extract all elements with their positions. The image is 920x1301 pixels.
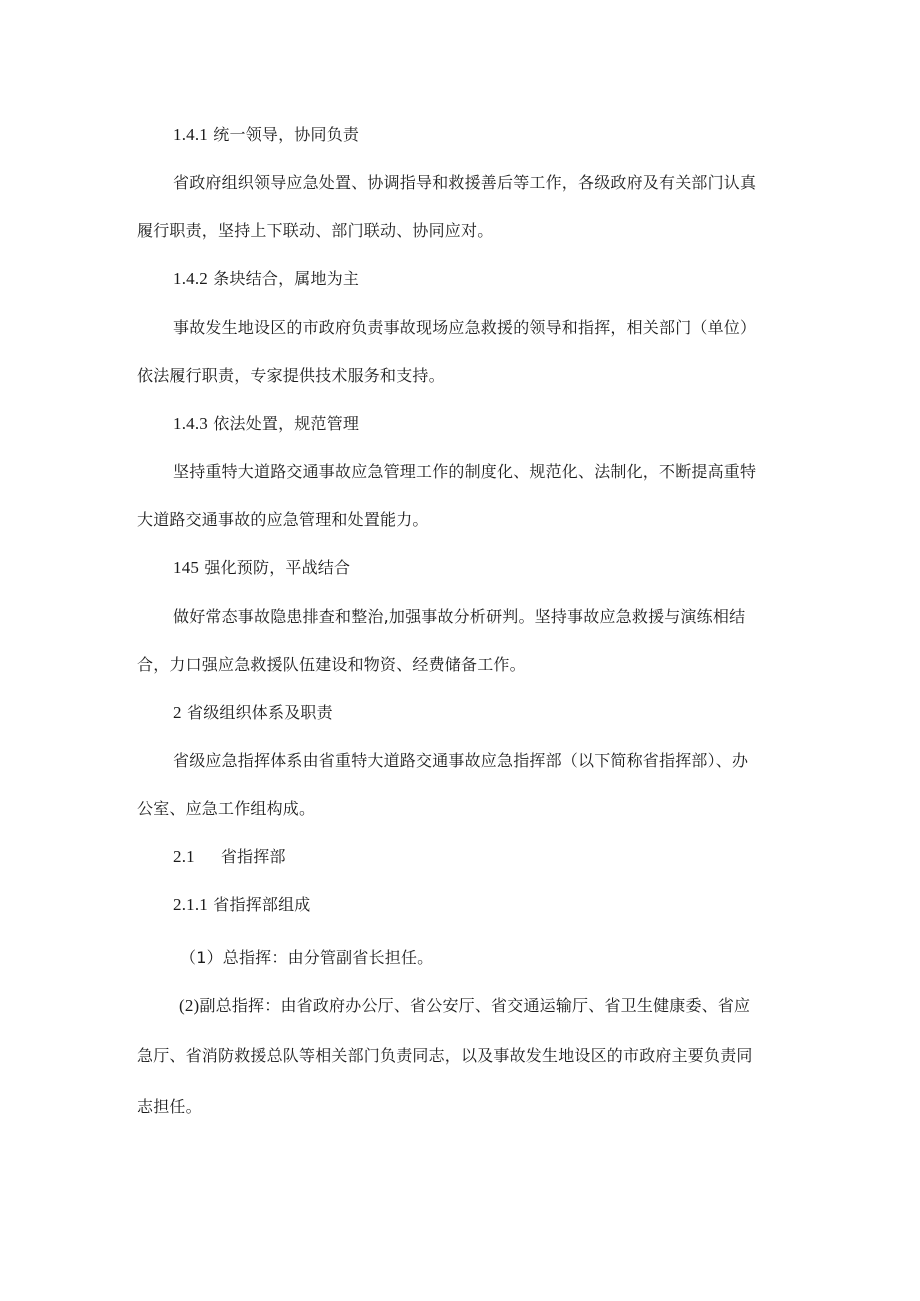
section-number: 2.1.1 — [173, 895, 208, 914]
section-title: 省级组织体系及职责 — [187, 703, 333, 722]
list-item-2 — [179, 995, 750, 1017]
section-number: 2 — [173, 703, 182, 722]
list-text: 总指挥：由分管副省长担任。 — [222, 948, 434, 967]
list-marker: （1） — [180, 948, 223, 967]
section-title: 条块结合，属地为主 — [213, 269, 360, 288]
section-number: 1.4.1 — [173, 125, 208, 144]
paragraph-line: 事故发生地设区的市政府负责事故现场应急救援的领导和指挥，相关部门（单位） — [173, 318, 757, 337]
paragraph-line: 做好常态事故隐患排查和整治,加强事故分析研判。坚持事故应急救援与演练相结 — [173, 607, 746, 626]
section-title: 省指挥部 — [220, 847, 286, 866]
section-heading-1-4-1 — [173, 124, 359, 146]
paragraph-line: 志担任。 — [137, 1097, 202, 1116]
paragraph-line: 公室、应急工作组构成。 — [137, 799, 316, 818]
section-heading-2-1-1 — [173, 894, 311, 916]
section-heading-1-4-3 — [173, 413, 359, 435]
section-number: 145 — [173, 558, 200, 577]
section-heading-2 — [173, 702, 333, 724]
paragraph-line: 省政府组织领导应急处置、协调指导和救援善后等工作，各级政府及有关部门认真 — [173, 173, 757, 192]
list-text: 副总指挥：由省政府办公厅、省公安厅、省交通运输厅、省卫生健康委、省应 — [199, 996, 751, 1015]
paragraph-line: 急厅、省消防救援总队等相关部门负责同志，以及事故发生地设区的市政府主要负责同 — [137, 1046, 753, 1065]
paragraph-line: 依法履行职责，专家提供技术服务和支持。 — [137, 366, 445, 385]
section-heading-1-4-5 — [173, 557, 350, 579]
section-title: 依法处置，规范管理 — [213, 414, 360, 433]
section-title: 统一领导，协同负责 — [213, 125, 360, 144]
section-heading-2-1 — [173, 846, 286, 868]
section-number: 1.4.3 — [173, 414, 208, 433]
section-number: 2.1 — [173, 847, 195, 866]
section-title: 省指挥部组成 — [213, 895, 311, 914]
paragraph-line: 合，力口强应急救援队伍建设和物资、经费储备工作。 — [137, 655, 526, 674]
paragraph-line: 省级应急指挥体系由省重特大道路交通事故应急指挥部（以下简称省指挥部）、办 — [173, 751, 749, 770]
list-item-1 — [180, 947, 433, 969]
paragraph-line: 大道路交通事故的应急管理和处置能力。 — [137, 510, 429, 529]
section-title: 强化预防，平战结合 — [204, 558, 351, 577]
paragraph-line: 履行职责，坚持上下联动、部门联动、协同应对。 — [137, 221, 494, 240]
list-marker: (2) — [179, 996, 200, 1015]
section-heading-1-4-2 — [173, 268, 359, 290]
section-number: 1.4.2 — [173, 269, 208, 288]
paragraph-line: 坚持重特大道路交通事故应急管理工作的制度化、规范化、法制化，不断提高重特 — [173, 462, 757, 481]
